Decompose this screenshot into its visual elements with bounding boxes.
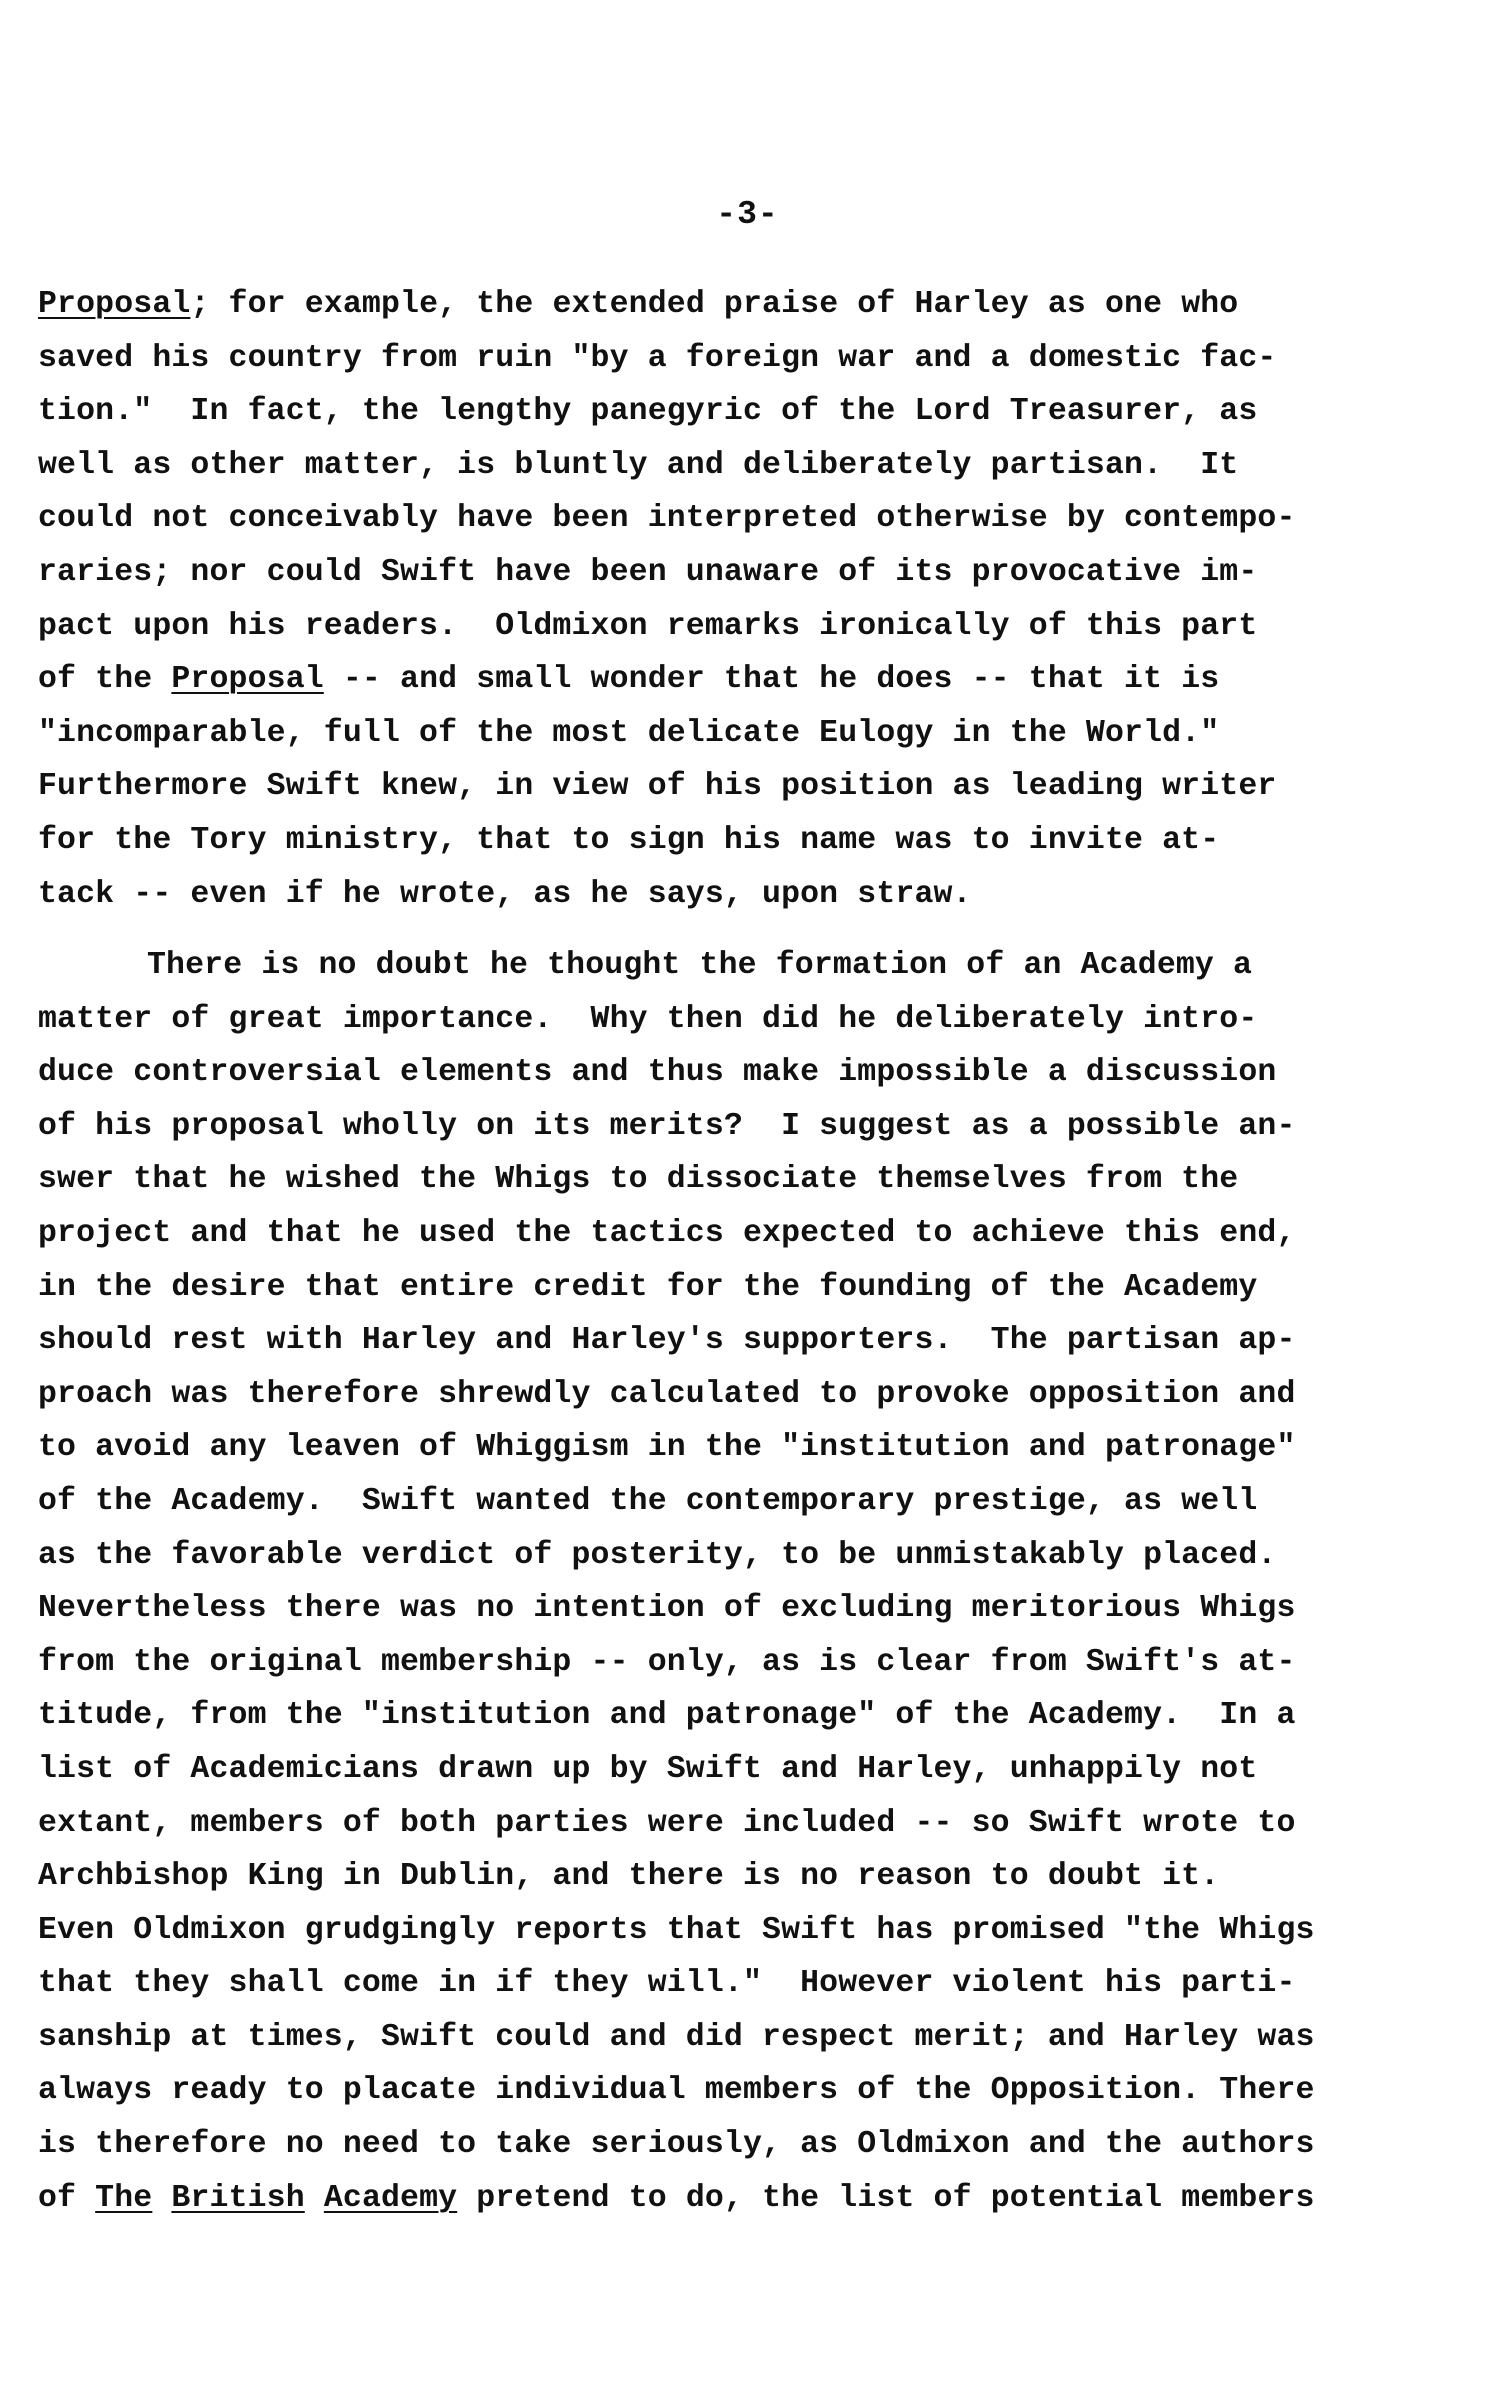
text-line xyxy=(38,2172,1448,2226)
text-line: Furthermore Swift knew, in view of his position as leading writer xyxy=(38,769,1277,805)
text-line: of the Academy. Swift wanted the contemporary prestige, as well xyxy=(38,1483,1258,1519)
text-line: swer that he wished the Whigs to dissociate themselves from the xyxy=(38,1162,1239,1198)
text-line: pact upon his readers. Oldmixon remarks ironically of this part xyxy=(38,608,1258,644)
text-line: titude, from the "institution and patronage" of the Academy. In a xyxy=(38,1698,1296,1734)
text-line: Even Oldmixon grudgingly reports that Swift has promised "the Whigs xyxy=(38,1912,1315,1948)
text-line: from the original membership -- only, as is clear from Swift's at- xyxy=(38,1644,1296,1680)
text-line: Archbishop King in Dublin, and there is no reason to doubt it. xyxy=(38,1859,1220,1895)
text-segment: of the xyxy=(38,662,172,698)
paragraph-1 xyxy=(38,278,1448,921)
text-line: duce controversial elements and thus make impossible a discussion xyxy=(38,1055,1277,1091)
underlined-title: British xyxy=(171,2180,305,2216)
text-line: should rest with Harley and Harley's supporters. The partisan ap- xyxy=(38,1323,1296,1359)
text-line: to avoid any leaven of Whiggism in the "institution and patronage" xyxy=(38,1430,1296,1466)
text-line: There is no doubt he thought the formation of an Academy a xyxy=(147,948,1253,983)
underlined-title: Proposal xyxy=(38,287,191,322)
text-line: saved his country from ruin "by a foreign war and a domestic fac- xyxy=(38,340,1277,376)
text-line: of his proposal wholly on its merits? I suggest as a possible an- xyxy=(38,1108,1296,1144)
paragraph-2 xyxy=(38,939,1448,2225)
text-line: that they shall come in if they will." However violent his parti- xyxy=(38,1966,1296,2002)
text-segment xyxy=(152,2181,171,2216)
page-number: -3- xyxy=(716,196,779,233)
text-line: is therefore no need to take seriously, as Oldmixon and the authors xyxy=(38,2127,1315,2163)
text-line: could not conceivably have been interpreted otherwise by contempo- xyxy=(38,501,1296,537)
underlined-title: The xyxy=(95,2180,153,2216)
text-line: always ready to placate individual members of the Opposition. There xyxy=(38,2073,1315,2109)
text-line: extant, members of both parties were included -- so Swift wrote to xyxy=(38,1805,1296,1841)
text-line: raries; nor could Swift have been unaware of its provocative im- xyxy=(38,554,1258,590)
text-line: as the favorable verdict of posterity, to be unmistakably placed. xyxy=(38,1537,1277,1573)
text-line: tack -- even if he wrote, as he says, upon straw. xyxy=(38,876,972,912)
text-segment: of xyxy=(38,2180,96,2216)
text-line: sanship at times, Swift could and did respect merit; and Harley was xyxy=(38,2019,1315,2055)
text-line: proach was therefore shrewdly calculated to provoke opposition and xyxy=(38,1376,1296,1412)
text-segment: ; for example, the extended praise of Harley as one who xyxy=(190,287,1239,322)
text-line xyxy=(38,278,1448,332)
underlined-title: Academy xyxy=(323,2180,458,2216)
text-segment: -- and small wonder that he does -- that it is xyxy=(323,662,1220,698)
text-line: tion." In fact, the lengthy panegyric of the Lord Treasurer, as xyxy=(38,394,1258,430)
underlined-title: Proposal xyxy=(171,662,324,698)
text-line: list of Academicians drawn up by Swift and Harley, unhappily not xyxy=(38,1751,1258,1787)
text-line: project and that he used the tactics expected to achieve this end, xyxy=(38,1215,1296,1251)
text-line: for the Tory ministry, that to sign his name was to invite at- xyxy=(38,822,1220,858)
text-line: Nevertheless there was no intention of excluding meritorious Whigs xyxy=(38,1591,1296,1627)
text-line: "incomparable, full of the most delicate Eulogy in the World." xyxy=(38,715,1220,751)
text-segment xyxy=(305,2181,324,2216)
text-line: in the desire that entire credit for the founding of the Academy xyxy=(38,1269,1258,1305)
text-line: matter of great importance. Why then did he deliberately intro- xyxy=(38,1001,1258,1037)
text-line xyxy=(38,653,1448,707)
text-segment: pretend to do, the list of potential members xyxy=(457,2180,1315,2216)
text-line: well as other matter, is bluntly and deliberately partisan. It xyxy=(38,447,1239,483)
